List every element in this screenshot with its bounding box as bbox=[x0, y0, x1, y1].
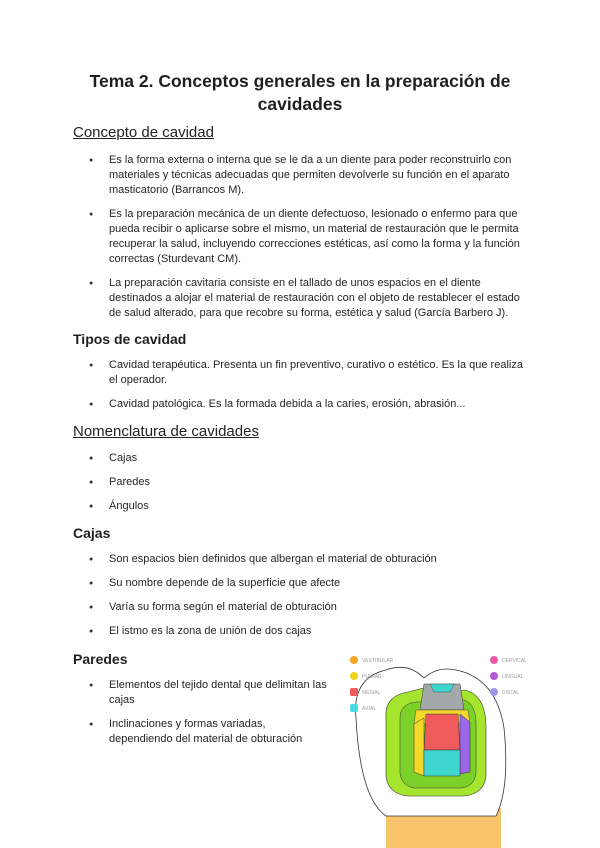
legend-swatch-cervical bbox=[490, 656, 498, 664]
heading-tipos-de-cavidad: Tipos de cavidad bbox=[73, 331, 187, 347]
legend-swatch-distal bbox=[490, 688, 498, 696]
list-item: ● Cavidad terapéutica. Presenta un fin preventivo, curativo o estético. Es la que realiza el operador. bbox=[73, 358, 531, 388]
list-item: ● Varía su forma según el material de obturación bbox=[73, 600, 531, 615]
list-item: ● Cavidad patológica. Es la formada debida a la caries, erosión, abrasión... bbox=[73, 397, 531, 412]
list-item: ● Cajas bbox=[73, 451, 531, 466]
heading-concepto-de-cavidad: Concepto de cavidad bbox=[73, 124, 214, 141]
list-item: ● La preparación cavitaria consiste en el tallado de unos espacios en el diente destinados a alojar el material de restauración con el objeto de restablecer el estado de salud alterado, para que recobre su forma, estética y salud (García Barbero J). bbox=[73, 276, 531, 321]
tooth-cavity-diagram bbox=[346, 648, 527, 848]
list-item: ● Paredes bbox=[73, 475, 531, 490]
heading-nomenclatura: Nomenclatura de cavidades bbox=[73, 423, 259, 440]
wall-mesial bbox=[424, 714, 460, 750]
legend-swatch-vestibular bbox=[350, 656, 358, 664]
list-concepto bbox=[73, 153, 531, 321]
legend-swatch-axial bbox=[350, 704, 358, 712]
wall-left bbox=[414, 718, 424, 776]
list-paredes bbox=[73, 678, 331, 747]
legend-label-distal: DISTAL bbox=[502, 690, 520, 696]
legend-swatch-mesial bbox=[350, 688, 358, 696]
legend-label-cervical: CERVICAL bbox=[502, 658, 527, 664]
list-item: ● El istmo es la zona de unión de dos cajas bbox=[73, 624, 531, 639]
wall-axial bbox=[424, 750, 460, 776]
list-item: ● Inclinaciones y formas variadas, dependiendo del material de obturación bbox=[73, 717, 331, 747]
list-item: ● Elementos del tejido dental que delimitan las cajas bbox=[73, 678, 331, 708]
legend-label-lingual: LINGUAL bbox=[502, 674, 524, 680]
wall-lingual bbox=[460, 714, 470, 774]
heading-cajas: Cajas bbox=[73, 525, 111, 541]
legend-swatch-pulpar bbox=[350, 672, 358, 680]
legend-label-mesial: MESIAL bbox=[362, 690, 381, 696]
list-cajas bbox=[73, 552, 531, 639]
list-item: ● Es la preparación mecánica de un diente defectuoso, lesionado o enfermo para que pueda recibir o aplicarse sobre el mismo, un material de restauración que le permita recuperar la salud, incluyendo correcciones estéticas, así como la forma y la función correctas (Sturdevant CM). bbox=[73, 207, 531, 267]
heading-paredes: Paredes bbox=[73, 651, 128, 667]
list-item: ● Ángulos bbox=[73, 499, 531, 514]
list-nomenclatura bbox=[73, 451, 531, 514]
list-item: ● Es la forma externa o interna que se le da a un diente para poder reconstruirlo con materiales y técnicas adecuadas que permiten devolverle su función en el aparato masticatorio (Barrancos M). bbox=[73, 153, 531, 198]
wall-axial-top bbox=[430, 684, 454, 692]
legend-label-pulpar: PULPAR bbox=[362, 674, 382, 680]
list-item: ● Son espacios bien definidos que albergan el material de obturación bbox=[73, 552, 531, 567]
list-tipos bbox=[73, 358, 531, 412]
legend-label-axial: AXIAL bbox=[362, 706, 377, 712]
list-item: ● Su nombre depende de la superficie que afecte bbox=[73, 576, 531, 591]
page-title: Tema 2. Conceptos generales en la preparación de cavidades bbox=[89, 71, 511, 114]
legend-swatch-lingual bbox=[490, 672, 498, 680]
legend-label-vestibular: VESTIBULAR bbox=[362, 658, 394, 664]
